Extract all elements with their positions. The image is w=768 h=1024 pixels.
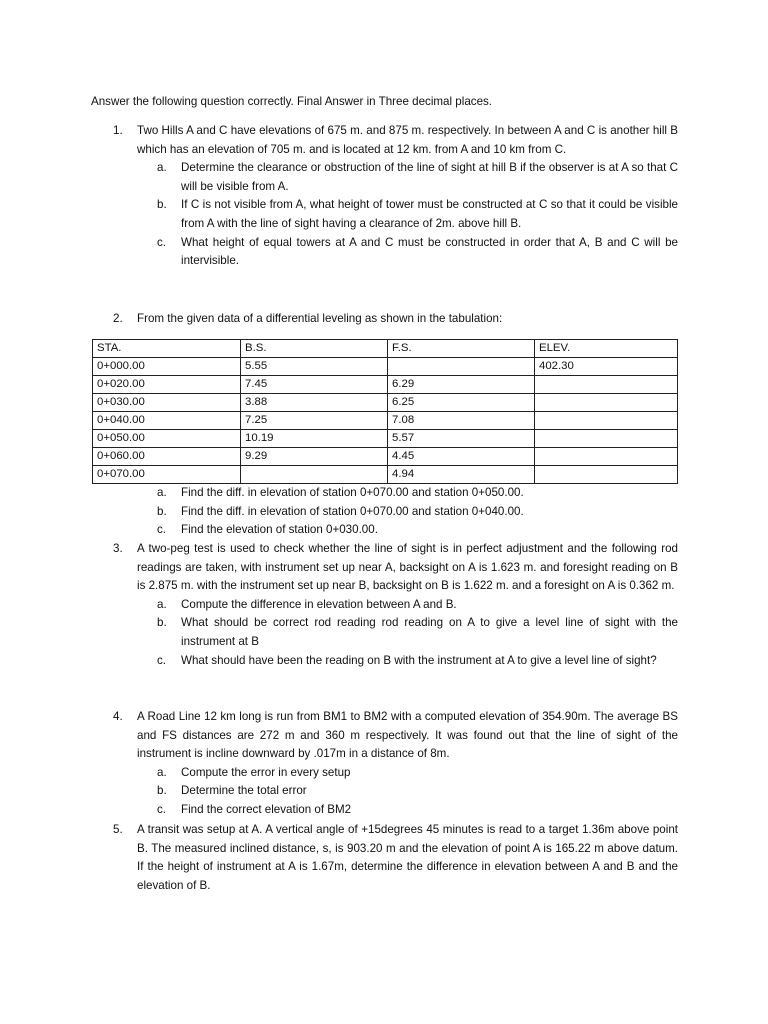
sub-text: Determine the total error [181,784,307,798]
table-cell [535,466,678,484]
sub-question-c [157,652,678,671]
question-text: A Road Line 12 km long is run from BM1 to BM2 with a computed elevation of 354.90m. The average BS and FS distances are 272 m and 360 m respectively. It was found out that the line of sight of the instrument is incline downward by .017m in a distance of 8m. [137,710,678,761]
sub-question-a [157,764,678,783]
question-1 [91,122,678,271]
table-cell: 4.94 [388,466,535,484]
instructions: Answer the following question correctly. Final Answer in Three decimal places. [91,95,493,108]
table-row [93,376,678,394]
sub-question-a [157,596,678,615]
sub-question-c [157,521,678,540]
table-cell: 7.25 [241,412,388,430]
sub-label: b. [157,504,167,518]
table-row [93,448,678,466]
sub-label: a. [157,765,167,779]
table-cell: 0+040.00 [93,412,241,430]
table-row [93,430,678,448]
table-row [93,466,678,484]
sub-label: b. [157,198,167,212]
sub-text: What should be correct rod reading rod reading on A to give a level line of sight with the instrument at B [181,616,678,648]
table-cell: 0+030.00 [93,394,241,412]
sub-question-a [157,159,678,196]
sub-question-c [157,234,678,271]
leveling-table [92,339,678,484]
sub-label: c. [157,653,167,667]
question-text: A two-peg test is used to check whether the line of sight is in perfect adjustment and the following rod readings are taken, with instrument set up near A, backsight on A is 1.623 m. and foresight reading on B is 2.875 m. with the instrument set up near B, backsight on B is 1.622 m. and a foresight on A is 0.362 m. [137,542,678,593]
header-cell: STA. [93,340,241,358]
sub-text: Find the correct elevation of BM2 [181,802,352,816]
sub-text: If C is not visible from A, what height of tower must be constructed at C so that it could be visible from A with the line of sight having a clearance of 2m. above hill B. [181,198,678,230]
sub-text: Find the elevation of station 0+030.00. [181,523,378,537]
table-cell [535,376,678,394]
question-number: 1. [113,124,123,137]
table-cell [535,394,678,412]
question-text: Two Hills A and C have elevations of 675 m. and 875 m. respectively. In between A and C is another hill B which has an elevation of 705 m. and is located at 12 km. from A and 10 km from C. [137,124,678,156]
table-cell: 7.08 [388,412,535,430]
question-number: 4. [113,710,123,723]
sub-question-c [157,801,678,820]
header-cell: F.S. [388,340,535,358]
question-3 [91,540,678,670]
sub-text: What height of equal towers at A and C must be constructed in order that A, B and C will be intervisible. [181,235,678,268]
table-cell: 4.45 [388,448,535,466]
sub-label: a. [157,486,167,499]
table-cell [535,448,678,466]
question-2-subs [91,484,678,540]
sub-label: c. [157,235,167,249]
sub-question-b [157,196,678,233]
header-cell: B.S. [241,340,388,358]
table-header-row [93,340,678,358]
table-cell [535,412,678,430]
sub-label: a. [157,161,167,175]
table-row [93,358,678,376]
sub-text: Compute the error in every setup [181,765,351,779]
table-cell: 0+020.00 [93,376,241,394]
table-row [93,394,678,412]
sub-text: Determine the clearance or obstruction of the line of sight at hill B if the observer is at A so that C will be visible from A. [181,161,678,193]
table-cell: 0+070.00 [93,466,241,484]
question-2 [91,310,678,329]
sub-label: b. [157,784,167,798]
sub-text: Find the diff. in elevation of station 0+070.00 and station 0+050.00. [181,486,524,499]
table-cell: 6.29 [388,376,535,394]
table-cell: 402.30 [535,358,678,376]
sub-question-b [157,782,678,801]
header-cell: ELEV. [535,340,678,358]
table-cell: 7.45 [241,376,388,394]
question-number: 2. [113,312,123,325]
question-text: A transit was setup at A. A vertical angle of +15degrees 45 minutes is read to a target 1.36m above point B. The measured inclined distance, s, is 903.20 m and the elevation of point A is 165.22 m above datum. If the height of instrument at A is 1.67m, determine the difference in elevation between A and B and the elevation of B. [137,823,678,892]
table-cell: 0+050.00 [93,430,241,448]
sub-label: a. [157,597,167,611]
sub-text: Compute the difference in elevation between A and B. [181,597,457,611]
table-cell: 6.25 [388,394,535,412]
sub-label: b. [157,616,167,630]
table-cell: 0+000.00 [93,358,241,376]
table-cell: 3.88 [241,394,388,412]
sub-text: Find the diff. in elevation of station 0+070.00 and station 0+040.00. [181,504,524,518]
table-cell: 5.55 [241,358,388,376]
sub-question-b [157,614,678,651]
table-cell: 0+060.00 [93,448,241,466]
table-row [93,412,678,430]
table-cell: 10.19 [241,430,388,448]
sub-label: c. [157,523,167,537]
sub-question-b [157,503,678,522]
table-cell [241,466,388,484]
question-number: 5. [113,823,123,836]
sub-text: What should have been the reading on B with the instrument at A to give a level line of sight? [181,653,657,667]
question-text: From the given data of a differential leveling as shown in the tabulation: [137,312,503,325]
table-cell [388,358,535,376]
table-cell: 5.57 [388,430,535,448]
sub-label: c. [157,802,167,816]
question-5 [91,821,678,895]
question-4 [91,708,678,820]
question-number: 3. [113,542,123,555]
table-cell [535,430,678,448]
sub-question-a [157,484,678,503]
table-cell: 9.29 [241,448,388,466]
